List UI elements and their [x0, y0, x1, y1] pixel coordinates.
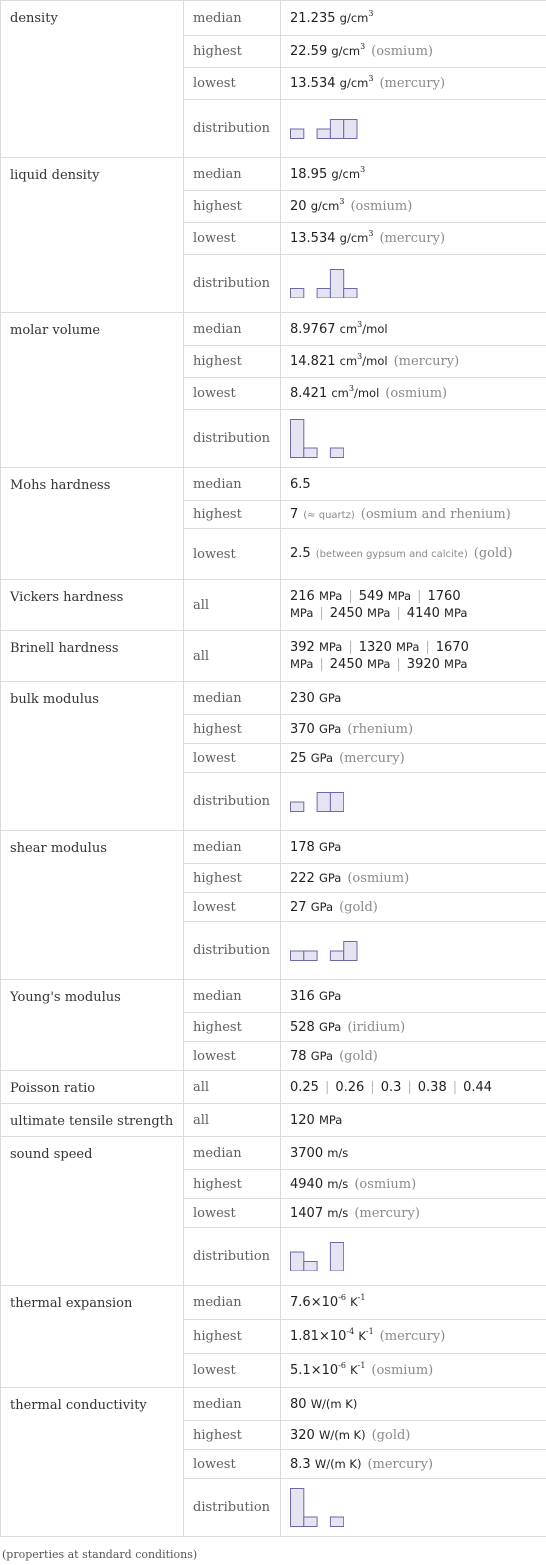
property-label: liquid density: [10, 168, 100, 183]
value-cell: [281, 410, 546, 468]
attribute-label: lowest: [184, 529, 281, 580]
value-number: 14.821: [290, 354, 336, 369]
value-cell: [281, 36, 546, 68]
attribute-label: all: [184, 580, 281, 631]
histogram-bar: [291, 802, 304, 812]
value-cell: [281, 223, 546, 255]
distribution-histogram: [290, 269, 358, 299]
list-value: 2450: [329, 657, 363, 672]
property-poisson-ratio: [1, 1071, 184, 1104]
value-cell: [281, 468, 546, 501]
list-value: 549: [358, 589, 384, 604]
value-note: (mercury): [339, 750, 405, 766]
value-cell: [281, 313, 546, 346]
distribution-histogram: [290, 792, 344, 812]
value-number: 20: [290, 199, 307, 214]
unit: GPa: [318, 690, 342, 705]
value-number: 21.235: [290, 10, 336, 26]
value-cell: [281, 158, 546, 191]
value-cell: [281, 1228, 546, 1286]
value-number: 8.3: [290, 1456, 311, 1472]
value-mantissa: 7.6: [290, 1295, 311, 1310]
unit-exponent: 3: [360, 164, 366, 174]
unit-exponent: -1: [357, 1361, 366, 1370]
histogram-bar: [317, 792, 330, 811]
attribute-label: highest: [184, 501, 281, 529]
value-number: 8.421: [290, 386, 328, 401]
unit-exponent: 3: [339, 197, 345, 206]
unit: m/s: [327, 1205, 349, 1220]
property-label: molar volume: [10, 323, 101, 338]
value-number: 13.534: [290, 231, 336, 246]
unit: MPa: [444, 606, 468, 620]
unit: MPa: [367, 606, 391, 620]
unit-exponent: 3: [368, 8, 374, 18]
table-row: [1, 313, 546, 346]
list-value: 392: [290, 640, 315, 655]
value-cell: [281, 1354, 546, 1388]
list-value: 0.26: [335, 1079, 365, 1095]
table-row: [1, 1388, 546, 1421]
histogram-bar: [330, 951, 343, 961]
histogram-bar: [330, 1242, 343, 1271]
attribute-label: highest: [184, 1013, 281, 1042]
attribute-label: lowest: [184, 1199, 281, 1228]
attribute-label: distribution: [184, 922, 281, 980]
value-number: 6.5: [290, 476, 311, 492]
unit: GPa: [310, 750, 334, 765]
attribute-label: median: [184, 468, 281, 501]
unit-exponent: 3: [348, 384, 354, 393]
value-cell: [281, 1, 546, 36]
unit: MPa: [318, 640, 343, 654]
attribute-label: median: [184, 158, 281, 191]
unit: GPa: [318, 721, 342, 736]
table-row: [1, 158, 546, 191]
unit: GPa: [318, 839, 342, 854]
histogram-bar: [304, 951, 317, 961]
property-label: bulk modulus: [10, 692, 99, 707]
attribute-label: all: [184, 631, 281, 682]
separator: |: [348, 589, 353, 604]
table-row: [1, 1, 546, 36]
attribute-label: lowest: [184, 893, 281, 922]
property-label: Vickers hardness: [10, 590, 124, 605]
attribute-label: median: [184, 831, 281, 864]
value-note: (iridium): [347, 1019, 406, 1035]
property-label: Mohs hardness: [10, 478, 111, 493]
property-brinell-hardness: [1, 631, 184, 682]
unit: GPa: [310, 899, 334, 914]
times-ten: ×10: [318, 1329, 347, 1344]
attribute-label: distribution: [184, 1228, 281, 1286]
attribute-label: median: [184, 1286, 281, 1320]
unit: g/cm: [339, 10, 369, 25]
property-density: [1, 1, 184, 158]
unit: MPa: [367, 657, 391, 671]
property-sound-speed: [1, 1137, 184, 1286]
distribution-histogram: [290, 1242, 344, 1272]
histogram-bar: [291, 1489, 304, 1527]
value-note: (mercury): [367, 1456, 434, 1472]
attribute-label: highest: [184, 864, 281, 893]
histogram-bar: [330, 448, 343, 458]
value-mantissa: 1.81: [290, 1329, 319, 1344]
list-value: 3920: [406, 657, 440, 672]
value-number: 80: [290, 1396, 307, 1412]
histogram-bar: [344, 119, 357, 138]
property-vickers-hardness: [1, 580, 184, 631]
unit-suffix: /mol: [362, 321, 388, 336]
unit: cm: [339, 354, 358, 368]
unit-suffix: /mol: [353, 386, 380, 400]
histogram-bar: [330, 792, 343, 811]
histogram-bar: [291, 420, 304, 458]
unit: W/(m K): [314, 1456, 362, 1471]
value-cell: [281, 346, 546, 378]
list-value: 1320: [358, 640, 392, 655]
histogram-bar: [291, 1252, 304, 1271]
property-label: Poisson ratio: [10, 1081, 96, 1096]
unit: MPa: [444, 657, 468, 671]
separator: |: [370, 1079, 375, 1095]
attribute-label: lowest: [184, 1042, 281, 1071]
value-cell: [281, 501, 546, 529]
value-number: 3700: [290, 1145, 324, 1161]
value-number: 178: [290, 839, 315, 855]
table-row: [1, 631, 546, 682]
unit-exponent: 3: [368, 229, 374, 238]
attribute-label: highest: [184, 36, 281, 68]
separator: |: [319, 606, 324, 621]
separator: |: [348, 640, 353, 655]
value-note: (gold): [339, 899, 378, 915]
attribute-label: distribution: [184, 1479, 281, 1537]
property-label: density: [10, 11, 58, 26]
histogram-bar: [304, 1517, 317, 1527]
unit: GPa: [318, 988, 342, 1003]
table-row: [1, 468, 546, 501]
value-cell: [281, 1286, 546, 1320]
unit: g/cm: [310, 199, 340, 213]
attribute-label: lowest: [184, 223, 281, 255]
property-label: Brinell hardness: [10, 641, 119, 656]
histogram-bar: [344, 941, 357, 960]
list-value: 2450: [329, 606, 363, 621]
attribute-label: distribution: [184, 773, 281, 831]
attribute-label: lowest: [184, 744, 281, 773]
value-cell: [281, 255, 546, 313]
attribute-label: highest: [184, 715, 281, 744]
value-note: (mercury): [379, 231, 446, 246]
separator: |: [324, 1079, 330, 1095]
value-cell: [281, 893, 546, 922]
distribution-histogram: [290, 119, 358, 139]
histogram-bar: [304, 448, 317, 458]
value-number: 2.5: [290, 546, 311, 561]
unit: MPa: [387, 589, 412, 603]
value-cell: [281, 682, 546, 715]
property-label: ultimate tensile strength: [10, 1114, 174, 1129]
value-cell: [281, 1104, 546, 1137]
value-note: (gold): [473, 546, 513, 561]
attribute-label: distribution: [184, 100, 281, 158]
attribute-label: lowest: [184, 68, 281, 100]
unit: W/(m K): [318, 1427, 366, 1442]
list-value: 0.38: [417, 1079, 447, 1095]
value-cell: [281, 922, 546, 980]
histogram-bar: [344, 288, 357, 298]
times-ten: ×10: [310, 1295, 339, 1310]
separator: |: [396, 657, 401, 672]
attribute-label: highest: [184, 1170, 281, 1199]
attribute-label: median: [184, 1388, 281, 1421]
value-number: 13.534: [290, 76, 336, 91]
table-row: [1, 980, 546, 1013]
unit: g/cm: [331, 166, 361, 181]
value-note: (osmium): [371, 1363, 434, 1378]
value-note: (osmium): [385, 386, 448, 401]
attribute-label: lowest: [184, 1450, 281, 1479]
histogram-bar: [330, 1517, 343, 1527]
unit: K: [350, 1363, 358, 1377]
attribute-label: median: [184, 1, 281, 36]
value-cell: [281, 1042, 546, 1071]
unit-exponent: 3: [360, 42, 366, 51]
value-number: 222: [290, 870, 315, 886]
value-note: (mercury): [379, 76, 446, 91]
times-ten: ×10: [310, 1363, 339, 1378]
histogram-bar: [291, 129, 304, 139]
value-note: (osmium): [350, 199, 413, 214]
attribute-label: distribution: [184, 255, 281, 313]
property-label: thermal conductivity: [10, 1398, 147, 1413]
value-cell: [281, 529, 546, 580]
unit: cm: [339, 321, 358, 336]
unit: MPa: [318, 589, 343, 603]
unit-exponent: -1: [365, 1327, 374, 1336]
histogram-bar: [317, 288, 330, 298]
value-number: 528: [290, 1019, 315, 1035]
property-label: thermal expansion: [10, 1296, 133, 1311]
value-cell: [281, 68, 546, 100]
value-mantissa: 5.1: [290, 1363, 311, 1378]
value-cell: [281, 864, 546, 893]
value-number: 320: [290, 1427, 315, 1443]
unit: K: [358, 1329, 366, 1343]
histogram-bar: [317, 129, 330, 139]
list-value: 4140: [406, 606, 440, 621]
value-note: (osmium): [371, 44, 433, 59]
table-row: [1, 831, 546, 864]
value-number: 120: [290, 1112, 315, 1128]
value-cell: [281, 191, 546, 223]
unit: g/cm: [339, 231, 369, 245]
attribute-label: all: [184, 1104, 281, 1137]
property-liquid-density: [1, 158, 184, 313]
value-cell: [281, 1137, 546, 1170]
table-row: [1, 682, 546, 715]
value-number: 18.95: [290, 166, 328, 182]
unit: MPa: [395, 640, 420, 654]
value-cell: [281, 100, 546, 158]
value-cell: [281, 1450, 546, 1479]
value-note: (gold): [371, 1427, 411, 1443]
property-thermal-conductivity: [1, 1388, 184, 1537]
value-note: (osmium): [347, 870, 410, 886]
attribute-label: highest: [184, 1421, 281, 1450]
unit-exponent: 3: [357, 319, 363, 329]
unit: m/s: [327, 1176, 349, 1191]
value-cell: [281, 580, 546, 631]
value-cell: [281, 1013, 546, 1042]
value-cell: [281, 1479, 546, 1537]
table-row: [1, 1137, 546, 1170]
separator: |: [396, 606, 401, 621]
distribution-histogram: [290, 941, 358, 961]
value-number: 22.59: [290, 44, 328, 59]
value-number: 230: [290, 690, 315, 706]
property-bulk-modulus: [1, 682, 184, 831]
attribute-label: all: [184, 1071, 281, 1104]
attribute-label: median: [184, 980, 281, 1013]
value-cell: [281, 1421, 546, 1450]
value-note: (osmium): [354, 1176, 417, 1192]
value-number: 370: [290, 721, 315, 737]
distribution-histogram: [290, 419, 344, 458]
value-cell: [281, 744, 546, 773]
list-value: 216: [290, 589, 315, 604]
property-mohs-hardness: [1, 468, 184, 580]
separator: |: [319, 657, 324, 672]
attribute-label: highest: [184, 346, 281, 378]
value-cell: [281, 631, 546, 682]
unit: K: [350, 1295, 358, 1309]
list-value: 0.44: [463, 1079, 493, 1095]
unit: GPa: [310, 1048, 334, 1063]
unit: g/cm: [339, 76, 369, 90]
value-note: (mercury): [379, 1329, 446, 1344]
attribute-label: lowest: [184, 378, 281, 410]
property-young-s-modulus: [1, 980, 184, 1071]
value-comparison: (between gypsum and calcite): [315, 549, 468, 560]
list-value: 0.25: [290, 1079, 319, 1095]
value-cell: [281, 715, 546, 744]
property-label: shear modulus: [10, 841, 107, 856]
value-number: 27: [290, 899, 307, 915]
unit: MPa: [318, 1112, 343, 1127]
unit-suffix: /mol: [362, 354, 388, 368]
exponent: -6: [338, 1361, 346, 1370]
exponent: -6: [338, 1293, 346, 1302]
property-ultimate-tensile-strength: [1, 1104, 184, 1137]
value-cell: [281, 980, 546, 1013]
unit: GPa: [318, 870, 342, 885]
table-row: [1, 1071, 546, 1104]
value-number: 4940: [290, 1176, 324, 1192]
histogram-bar: [330, 269, 343, 298]
property-shear-modulus: [1, 831, 184, 980]
value-cell: [281, 1071, 546, 1104]
unit: cm: [331, 386, 349, 400]
list-value: 1670: [435, 640, 469, 655]
property-label: Young's modulus: [10, 990, 121, 1005]
unit: W/(m K): [310, 1396, 358, 1411]
value-note: (mercury): [354, 1205, 420, 1221]
value-cell: [281, 1388, 546, 1421]
attribute-label: highest: [184, 191, 281, 223]
attribute-label: highest: [184, 1320, 281, 1354]
value-cell: [281, 378, 546, 410]
unit-exponent: -1: [357, 1293, 366, 1302]
value-note: (osmium and rhenium): [360, 506, 511, 522]
unit-exponent: 3: [368, 74, 374, 83]
value-number: 78: [290, 1048, 307, 1064]
value-cell: [281, 1320, 546, 1354]
value-note: (gold): [339, 1048, 378, 1064]
table-row: [1, 580, 546, 631]
table-row: [1, 1286, 546, 1320]
unit: MPa: [290, 606, 314, 620]
value-number: 25: [290, 750, 307, 766]
distribution-histogram: [290, 1488, 344, 1527]
value-number: 7: [290, 506, 299, 522]
attribute-label: median: [184, 313, 281, 346]
list-value: 0.3: [380, 1079, 402, 1095]
value-cell: [281, 773, 546, 831]
exponent: -4: [346, 1327, 355, 1336]
histogram-bar: [291, 288, 304, 298]
unit-exponent: 3: [357, 352, 363, 361]
attribute-label: median: [184, 682, 281, 715]
value-note: (mercury): [393, 354, 460, 369]
value-cell: [281, 1170, 546, 1199]
attribute-label: median: [184, 1137, 281, 1170]
attribute-label: distribution: [184, 410, 281, 468]
footnote: (properties at standard conditions): [2, 1548, 198, 1561]
unit: MPa: [290, 657, 314, 671]
value-note: (rhenium): [347, 721, 414, 737]
separator: |: [425, 640, 430, 655]
value-cell: [281, 831, 546, 864]
separator: |: [407, 1079, 412, 1095]
separator: |: [452, 1079, 458, 1095]
table-row: [1, 1104, 546, 1137]
value-number: 316: [290, 988, 315, 1004]
histogram-bar: [330, 119, 343, 138]
unit: m/s: [327, 1145, 349, 1160]
separator: |: [417, 589, 422, 604]
unit: g/cm: [331, 44, 361, 58]
property-molar-volume: [1, 313, 184, 468]
attribute-label: lowest: [184, 1354, 281, 1388]
value-number: 1407: [290, 1205, 324, 1221]
histogram-bar: [304, 1261, 317, 1271]
value-comparison: (≈ quartz): [303, 509, 355, 521]
property-thermal-expansion: [1, 1286, 184, 1388]
value-number: 8.9767: [290, 321, 336, 337]
value-cell: [281, 1199, 546, 1228]
property-label: sound speed: [10, 1147, 93, 1162]
list-value: 1760: [427, 589, 461, 604]
histogram-bar: [291, 951, 304, 961]
unit: GPa: [318, 1019, 342, 1034]
